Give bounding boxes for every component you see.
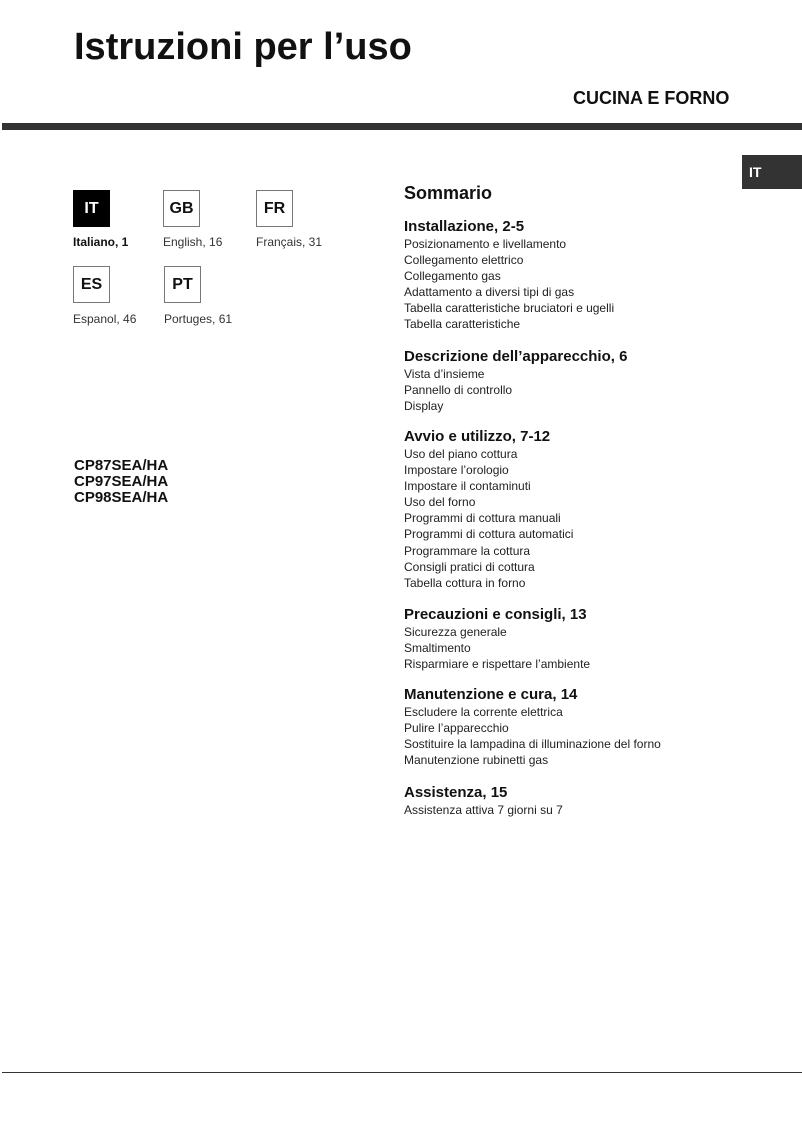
model-name: CP98SEA/HA [74, 489, 169, 506]
page-title: Istruzioni per l’uso [74, 26, 412, 68]
toc-item[interactable]: Uso del piano cottura [404, 447, 518, 461]
toc-item[interactable]: Impostare l’orologio [404, 463, 509, 478]
toc-item[interactable]: Impostare il contaminuti [404, 479, 531, 494]
footer-divider [2, 1072, 802, 1073]
lang-box-fr[interactable]: FR [256, 190, 293, 227]
toc-section-title[interactable]: Assistenza, 15 [404, 784, 508, 801]
toc-item[interactable]: Posizionamento e livellamento [404, 237, 567, 251]
toc-item[interactable]: Sicurezza generale [404, 625, 507, 639]
toc-section [404, 348, 627, 414]
lang-label-es: Espanol, 46 [73, 312, 137, 326]
lang-label-fr: Français, 31 [256, 235, 323, 249]
toc-section-title[interactable]: Precauzioni e consigli, 13 [404, 606, 587, 623]
lang-box-es[interactable] [73, 266, 110, 303]
toc-item[interactable]: Sostituire la lampadina di illuminazione del forno [404, 737, 661, 752]
header-divider [2, 123, 802, 130]
toc-item[interactable]: Smaltimento [404, 641, 471, 656]
toc-item[interactable]: Tabella cottura in forno [404, 575, 526, 590]
lang-code-es: ES [80, 275, 103, 293]
toc-item[interactable]: Programmi di cottura manuali [404, 511, 561, 526]
toc-section [404, 686, 661, 768]
lang-label-it: Italiano, 1 [73, 235, 129, 249]
toc-section-title[interactable]: Avvio e utilizzo, 7-12 [404, 428, 551, 445]
toc-section [404, 784, 563, 818]
model-name: CP87SEA/HA [74, 457, 169, 474]
toc-item[interactable]: Collegamento gas [404, 269, 501, 284]
lang-code-pt: PT [172, 275, 193, 293]
lang-label-pt: Portuges, 61 [164, 312, 233, 326]
toc-section-title[interactable]: Manutenzione e cura, 14 [404, 686, 578, 703]
toc-item[interactable]: Collegamento elettrico [404, 253, 524, 268]
model-list [74, 458, 168, 506]
toc-section [404, 428, 573, 591]
toc-item[interactable]: Programmi di cottura automatici [404, 527, 574, 542]
toc-item[interactable]: Pannello di controllo [404, 383, 513, 398]
toc-item[interactable]: Adattamento a diversi tipi di gas [404, 285, 575, 300]
toc-item[interactable]: Tabella caratteristiche [404, 317, 521, 332]
toc-section-title[interactable]: Installazione, 2-5 [404, 218, 525, 235]
toc-item[interactable]: Display [404, 399, 444, 414]
lang-box-it[interactable]: IT [73, 190, 110, 227]
toc-item[interactable]: Vista d’insieme [404, 367, 485, 381]
language-tab-it: IT [742, 155, 802, 189]
toc-section-title[interactable]: Descrizione dell’apparecchio, 6 [404, 348, 628, 365]
toc-item[interactable]: Assistenza attiva 7 giorni su 7 [404, 803, 563, 817]
lang-label-gb: English, 16 [163, 235, 223, 249]
toc-item[interactable]: Uso del forno [404, 495, 476, 510]
toc-item[interactable]: Manutenzione rubinetti gas [404, 753, 549, 768]
product-type: CUCINA E FORNO [573, 88, 730, 108]
toc-item[interactable]: Consigli pratici di cottura [404, 559, 535, 574]
toc-item[interactable]: Pulire l’apparecchio [404, 721, 509, 736]
model-name: CP97SEA/HA [74, 473, 169, 490]
toc-item[interactable]: Programmare la cottura [404, 543, 531, 558]
lang-box-pt[interactable] [164, 266, 201, 303]
toc-title: Sommario [404, 183, 493, 203]
toc-item[interactable]: Risparmiare e rispettare l’ambiente [404, 657, 591, 672]
toc-item[interactable]: Escludere la corrente elettrica [404, 705, 563, 719]
lang-box-gb[interactable]: GB [163, 190, 200, 227]
toc-section [404, 218, 614, 333]
toc-section [404, 606, 590, 672]
toc-item[interactable]: Tabella caratteristiche bruciatori e ugelli [404, 301, 615, 316]
